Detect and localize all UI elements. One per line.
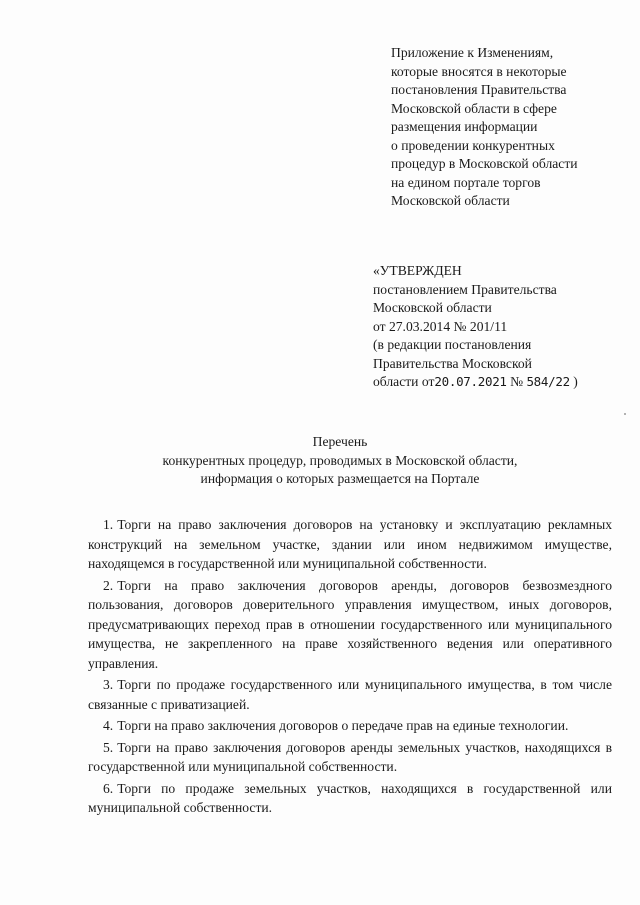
- list-item: [88, 576, 612, 674]
- annex-line: Московской области в сфере: [391, 100, 557, 116]
- scan-speck: [624, 413, 626, 415]
- approval-stamp-block: [373, 262, 633, 392]
- list-item: [88, 779, 612, 818]
- annex-line: которые вносятся в некоторые: [391, 63, 567, 79]
- title-line: информация о которых размещается на Портале: [200, 471, 480, 486]
- item-number: 4.: [103, 718, 114, 733]
- approved-decree-ref: от 27.03.2014 № 201/11: [373, 318, 508, 334]
- annex-line: о проведении конкурентных: [391, 137, 555, 153]
- revision-prefix: области от: [373, 374, 435, 389]
- item-text: Торги на право заключения договоров аренды, договоров безвозмездного пользования, договоров доверительного управления имуществом, иных договоров, предусматривающих переход прав в отношении государственного или муниципального имущества, не закрепленного на праве хозяйственного ведения или оперативного управления.: [88, 577, 612, 671]
- title-line: конкурентных процедур, проводимых в Московской области,: [162, 452, 518, 468]
- item-number: 3.: [103, 677, 114, 692]
- annex-line: размещения информации: [391, 119, 538, 134]
- approved-revision-line: [373, 373, 633, 392]
- item-text: Торги на право заключения договоров о передаче прав на единые технологии.: [117, 718, 569, 733]
- revision-date: 20.07.2021: [434, 374, 507, 389]
- annex-line: на едином портале торгов: [391, 174, 541, 190]
- list-item: [88, 515, 612, 574]
- procedures-list: [88, 515, 612, 820]
- list-item: [88, 716, 612, 736]
- item-number: 6.: [103, 780, 114, 796]
- annex-line: постановления Правительства: [391, 82, 567, 97]
- annex-header: [391, 44, 631, 211]
- title-line: Перечень: [312, 434, 368, 449]
- annex-line: Приложение к Изменениям,: [391, 45, 554, 60]
- approved-line: (в редакции постановления: [373, 337, 532, 352]
- number-sign: №: [506, 374, 527, 389]
- item-text: Торги по продаже земельных участков, находящихся в государственной или муниципальной собственности.: [88, 780, 612, 815]
- approved-heading: «УТВЕРЖДЕН: [373, 263, 462, 278]
- list-item: [88, 738, 612, 777]
- item-text: Торги на право заключения договоров аренды земельных участков, находящихся в государственной или муниципальной собственности.: [88, 739, 612, 774]
- approved-line: постановлением Правительства: [373, 281, 557, 297]
- item-number: 5.: [103, 739, 114, 755]
- revision-suffix: ): [569, 374, 578, 389]
- approved-line: Московской области: [373, 300, 492, 315]
- approved-line: Правительства Московской: [373, 355, 532, 371]
- revision-number: 584/22: [526, 374, 570, 389]
- annex-line: процедур в Московской области: [391, 156, 578, 171]
- document-title: [60, 433, 620, 489]
- list-item: [88, 675, 612, 714]
- item-number: 1.: [103, 517, 114, 532]
- annex-line: Московской области: [391, 193, 510, 208]
- item-number: 2.: [103, 577, 114, 593]
- item-text: Торги на право заключения договоров на установку и эксплуатацию рекламных конструкций на земельном участке, здании или ином недвижимом имуществе, находящемся в государственной или муниципальной собственности.: [88, 517, 612, 571]
- item-text: Торги по продаже государственного или муниципального имущества, в том числе связанные с приватизацией.: [88, 677, 612, 712]
